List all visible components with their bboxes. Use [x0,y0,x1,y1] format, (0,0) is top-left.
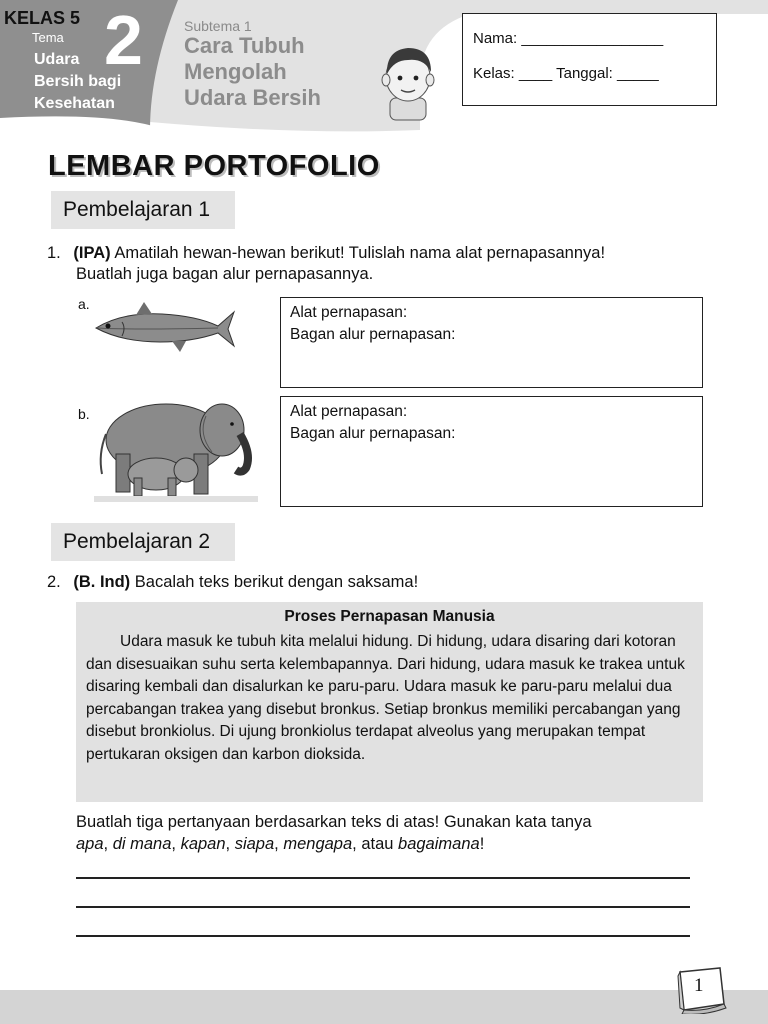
item-a-label: a. [78,296,90,312]
answer-line-2[interactable] [76,906,690,908]
nama-field[interactable]: Nama: _________________ [473,30,664,47]
student-identity-box [462,13,717,106]
instruction-text: Buatlah tiga pertanyaan berdasarkan teks di atas! Gunakan kata tanya apa, di mana, kapan, siapa, mengapa, atau bagaimana! [76,813,592,853]
section-label-pembelajaran-2: Pembelajaran 2 [51,523,235,561]
alat-pernapasan-label-b: Alat pernapasan: [290,403,408,420]
answer-line-3[interactable] [76,935,690,937]
reading-title: Proses Pernapasan Manusia [284,608,495,625]
answer-box-a[interactable] [280,297,703,388]
reading-passage [76,602,703,802]
question-2: 2. (B. Ind) Bacalah teks berikut dengan saksama! [47,573,419,591]
item-b-label: b. [78,406,90,422]
tema-number: 2 [104,1,143,79]
question-1-line-2: Buatlah juga bagan alur pernapasannya. [76,265,374,283]
reading-body: Udara masuk ke tubuh kita melalui hidung. Di hidung, udara disaring dari kotoran dan disesuaikan suhu serta kelembapannya. Dari hidung, udara masuk ke trakea untuk disaring kembali dan disalurkan ke paru-paru. Udara masuk ke paru-paru melalui dua percabangan trakea yang disebut bronkus. Setiap bronkus memiliki percabangan yang disebut bronkiolus. Di ujung bronkiolus terdapat alveolus yang merupakan tempat pertukaran oksigen dan karbon dioksida. [86,633,685,763]
elephant-image [94,394,258,504]
section-label-pembelajaran-1: Pembelajaran 1 [51,191,235,229]
subtema-title: Cara Tubuh Mengolah Udara Bersih [184,33,321,110]
page-title: LEMBAR PORTOFOLIO [48,150,380,182]
boy-illustration [382,48,434,120]
bagan-alur-label-b: Bagan alur pernapasan: [290,425,456,442]
kelas-tanggal-field[interactable]: Kelas: ____ Tanggal: _____ [473,65,659,82]
subtema-label: Subtema 1 [184,18,252,34]
tuna-fish-image [92,298,238,360]
footer-band [0,990,768,1024]
page-number: 1 [694,975,704,996]
kelas-label: KELAS 5 [4,8,81,28]
bagan-alur-label-a: Bagan alur pernapasan: [290,326,456,343]
tema-title: Udara Bersih bagi Kesehatan [34,51,122,112]
answer-box-b[interactable] [280,396,703,507]
answer-line-1[interactable] [76,877,690,879]
tema-label: Tema [32,30,64,45]
question-1: 1. (IPA) Amatilah hewan-hewan berikut! Tulislah nama alat pernapasannya! [47,244,606,262]
alat-pernapasan-label-a: Alat pernapasan: [290,304,408,321]
